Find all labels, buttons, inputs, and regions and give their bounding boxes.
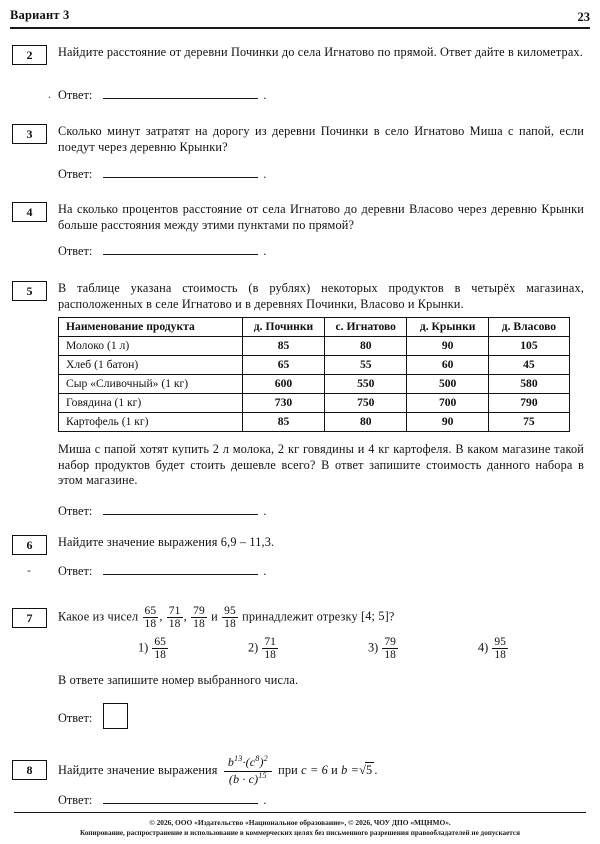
fraction-sep-2: , — [183, 609, 187, 624]
price-cell: 790 — [488, 394, 569, 413]
numerator-dot: · — [242, 755, 246, 769]
footer-divider — [14, 812, 586, 813]
answer-row-6 — [27, 563, 267, 579]
page-number: 23 — [577, 10, 590, 24]
fraction-numerator: 71 — [168, 605, 181, 617]
answer-label-8: Ответ: — [58, 793, 93, 807]
task-7-conjunction: и — [211, 609, 218, 624]
price-cell: 105 — [488, 337, 569, 356]
answer-line-4[interactable] — [103, 243, 258, 255]
task-number-badge-2: 2 — [12, 45, 47, 65]
option-fraction — [152, 636, 168, 661]
answer-period-4: . — [263, 244, 267, 258]
fraction-denominator: 18 — [168, 618, 181, 631]
answer-label-2: Ответ: — [58, 88, 93, 102]
task-number-badge-7: 7 — [12, 608, 47, 628]
expression-fraction — [224, 756, 272, 787]
condition-c: c = 6 — [301, 763, 328, 778]
price-table-header-vlasovo: д. Власово — [488, 318, 569, 337]
condition-conjunction: и — [331, 763, 338, 778]
page-header — [10, 8, 590, 28]
fraction-denominator: 18 — [224, 618, 236, 631]
variant-title: Вариант 3 — [10, 8, 70, 22]
task-number-badge-5: 5 — [12, 281, 47, 301]
option-label: 2) — [248, 640, 259, 655]
option-label: 1) — [138, 640, 149, 655]
task-text-5-followup: Миша с папой хотят купить 2 л молока, 2 кг говядины и 4 кг картофеля. В каком магазине такой набор продуктов будет стоить дешевле всего? В ответ запишите стоимость данного набора в этом магазине. — [58, 442, 584, 487]
price-table-header-name: Наименование продукта — [59, 318, 243, 337]
price-cell: 75 — [488, 413, 569, 432]
option-fraction — [262, 636, 278, 661]
product-name: Говядина (1 кг) — [59, 394, 243, 413]
option-4[interactable] — [478, 636, 509, 661]
task-7-options — [58, 636, 584, 670]
option-2[interactable] — [248, 636, 279, 661]
fraction-denominator: 18 — [144, 618, 157, 631]
price-cell: 700 — [407, 394, 488, 413]
answer-row-8 — [58, 792, 266, 808]
task-7-instruction: В ответе запишите номер выбранного числа. — [58, 673, 299, 687]
price-cell: 45 — [488, 356, 569, 375]
price-cell: 55 — [325, 356, 407, 375]
table-row — [59, 356, 570, 375]
expression-denominator — [224, 772, 272, 787]
task-8-lead: Найдите значение выражения — [58, 763, 218, 778]
price-cell: 730 — [242, 394, 324, 413]
page-footer — [10, 818, 590, 838]
fraction-denominator: 18 — [154, 649, 166, 662]
fraction-numerator: 95 — [494, 636, 506, 648]
product-name: Картофель (1 кг) — [59, 413, 243, 432]
fraction-numerator: 79 — [193, 605, 205, 617]
expression-numerator: $b^{13}\cdot(c^8)^2$ — [224, 756, 272, 772]
numerator-exponent: 13 — [233, 754, 243, 763]
task-number-badge-8: 8 — [12, 760, 47, 780]
task-7-qmark: ? — [388, 609, 395, 624]
footer-notice: Копирование, распространение и использование в коммерческих целях без письменного разрешения правообладателей не допускается — [79, 829, 521, 837]
answer-label-5: Ответ: — [58, 504, 93, 518]
answer-label-6: Ответ: — [58, 564, 93, 578]
fraction-numerator: 95 — [224, 605, 236, 617]
answer-label-4: Ответ: — [58, 244, 93, 258]
price-cell: 80 — [325, 413, 407, 432]
denominator-base: (b · c) — [228, 771, 259, 786]
task-text-2: Найдите расстояние от деревни Починки до села Игнатово по прямой. Ответ дайте в километрах. — [58, 45, 583, 59]
task-text-5: В таблице указана стоимость (в рублях) некоторых продуктов в четырёх магазинах, расположенных в селе Игнатово и в деревнях Починки, Власово и Крынки. — [58, 281, 584, 311]
answer-line-3[interactable] — [103, 166, 258, 178]
task-text-8 — [58, 756, 584, 787]
answer-row-5 — [58, 503, 266, 519]
task-number-badge-4: 4 — [12, 202, 47, 222]
inner-exponent: 8 — [255, 754, 260, 763]
fraction-79-18 — [191, 605, 207, 630]
answer-period-2: . — [263, 88, 267, 102]
table-row — [59, 413, 570, 432]
footer-copyright: © 2026, ООО «Издательство «Национальное образование», © 2026, ЧОУ ДПО «МЦНМО». — [149, 818, 451, 827]
fraction-denominator: 18 — [264, 649, 276, 662]
condition-pre: при — [278, 763, 298, 778]
task-text-3: Сколько минут затратят на дорогу из деревни Починки в село Игнатово Миша с папой, если поедут через деревню Крынки? — [58, 124, 584, 154]
option-1[interactable] — [138, 636, 169, 661]
option-3[interactable] — [368, 636, 399, 661]
fraction-numerator: 79 — [384, 636, 396, 648]
outer-exponent: 2 — [263, 754, 268, 763]
table-row — [59, 337, 570, 356]
task-text-6: Найдите значение выражения 6,9 – 11,3. — [58, 535, 275, 549]
price-cell: 80 — [325, 337, 407, 356]
answer-line-6[interactable] — [103, 563, 258, 575]
answer-period-5: . — [263, 504, 267, 518]
price-cell: 90 — [407, 413, 488, 432]
product-name: Сыр «Сливочный» (1 кг) — [59, 375, 243, 394]
square-root-icon: √5 — [359, 763, 373, 778]
price-cell: 85 — [242, 337, 324, 356]
price-cell: 85 — [242, 413, 324, 432]
fraction-numerator: 65 — [144, 605, 157, 617]
answer-row-7 — [58, 703, 128, 725]
answer-line-2[interactable] — [103, 87, 258, 99]
task-7-tail: принадлежит отрезку — [242, 609, 358, 624]
interval-bracket: [4; 5] — [361, 609, 389, 624]
fraction-denominator: 18 — [494, 649, 506, 662]
condition-b: b = — [341, 763, 360, 778]
price-cell: 600 — [242, 375, 324, 394]
product-name: Молоко (1 л) — [59, 337, 243, 356]
price-table-header-krynki: д. Крынки — [407, 318, 488, 337]
fraction-numerator: 65 — [154, 636, 166, 648]
fraction-sep-1: , — [159, 609, 163, 624]
price-table-header-row — [59, 318, 570, 337]
answer-row-4 — [58, 243, 266, 259]
denominator-exponent: 15 — [258, 770, 267, 780]
task-text-4: На сколько процентов расстояние от села Игнатово до деревни Власово через деревню Крынки больше расстояния между этими пунктами по прямой? — [58, 202, 584, 232]
task-text-7 — [58, 605, 584, 630]
radicand: 5 — [366, 763, 373, 778]
answer-line-8[interactable] — [103, 792, 258, 804]
answer-line-5[interactable] — [103, 503, 258, 515]
answer-row-2 — [48, 87, 267, 103]
option-label: 3) — [368, 640, 379, 655]
option-fraction — [492, 636, 508, 661]
task-7-lead: Какое из чисел — [58, 609, 139, 624]
price-cell: 60 — [407, 356, 488, 375]
price-cell: 580 — [488, 375, 569, 394]
numerator-base: b — [227, 755, 234, 769]
answer-label-3: Ответ: — [58, 167, 93, 181]
answer-period-8: . — [263, 793, 267, 807]
price-table-header-ignatovo: с. Игнатово — [325, 318, 407, 337]
stray-mark-2: . — [48, 87, 51, 101]
price-cell: 550 — [325, 375, 407, 394]
price-cell: 65 — [242, 356, 324, 375]
fraction-95-18 — [222, 605, 238, 630]
stray-mark-6: - — [27, 563, 31, 577]
table-row — [59, 394, 570, 413]
fraction-71-18 — [167, 605, 183, 630]
fraction-denominator: 18 — [193, 618, 205, 631]
inner-base: c — [249, 755, 256, 769]
fraction-numerator: 71 — [264, 636, 276, 648]
option-label: 4) — [478, 640, 489, 655]
fraction-denominator: 18 — [384, 649, 396, 662]
price-cell: 750 — [325, 394, 407, 413]
table-row — [59, 375, 570, 394]
answer-row-3 — [58, 166, 266, 182]
answer-period-3: . — [263, 167, 267, 181]
price-cell: 500 — [407, 375, 488, 394]
answer-box-7[interactable] — [103, 703, 128, 729]
product-name: Хлеб (1 батон) — [59, 356, 243, 375]
option-fraction — [382, 636, 398, 661]
task-number-badge-3: 3 — [12, 124, 47, 144]
answer-period-6: . — [263, 564, 267, 578]
header-divider — [10, 27, 590, 29]
fraction-65-18 — [143, 605, 159, 630]
price-cell: 90 — [407, 337, 488, 356]
condition-end: . — [374, 763, 378, 778]
price-table-header-pochinki: д. Починки — [242, 318, 324, 337]
price-table — [58, 317, 570, 432]
task-number-badge-6: 6 — [12, 535, 47, 555]
answer-label-7: Ответ: — [58, 711, 93, 725]
